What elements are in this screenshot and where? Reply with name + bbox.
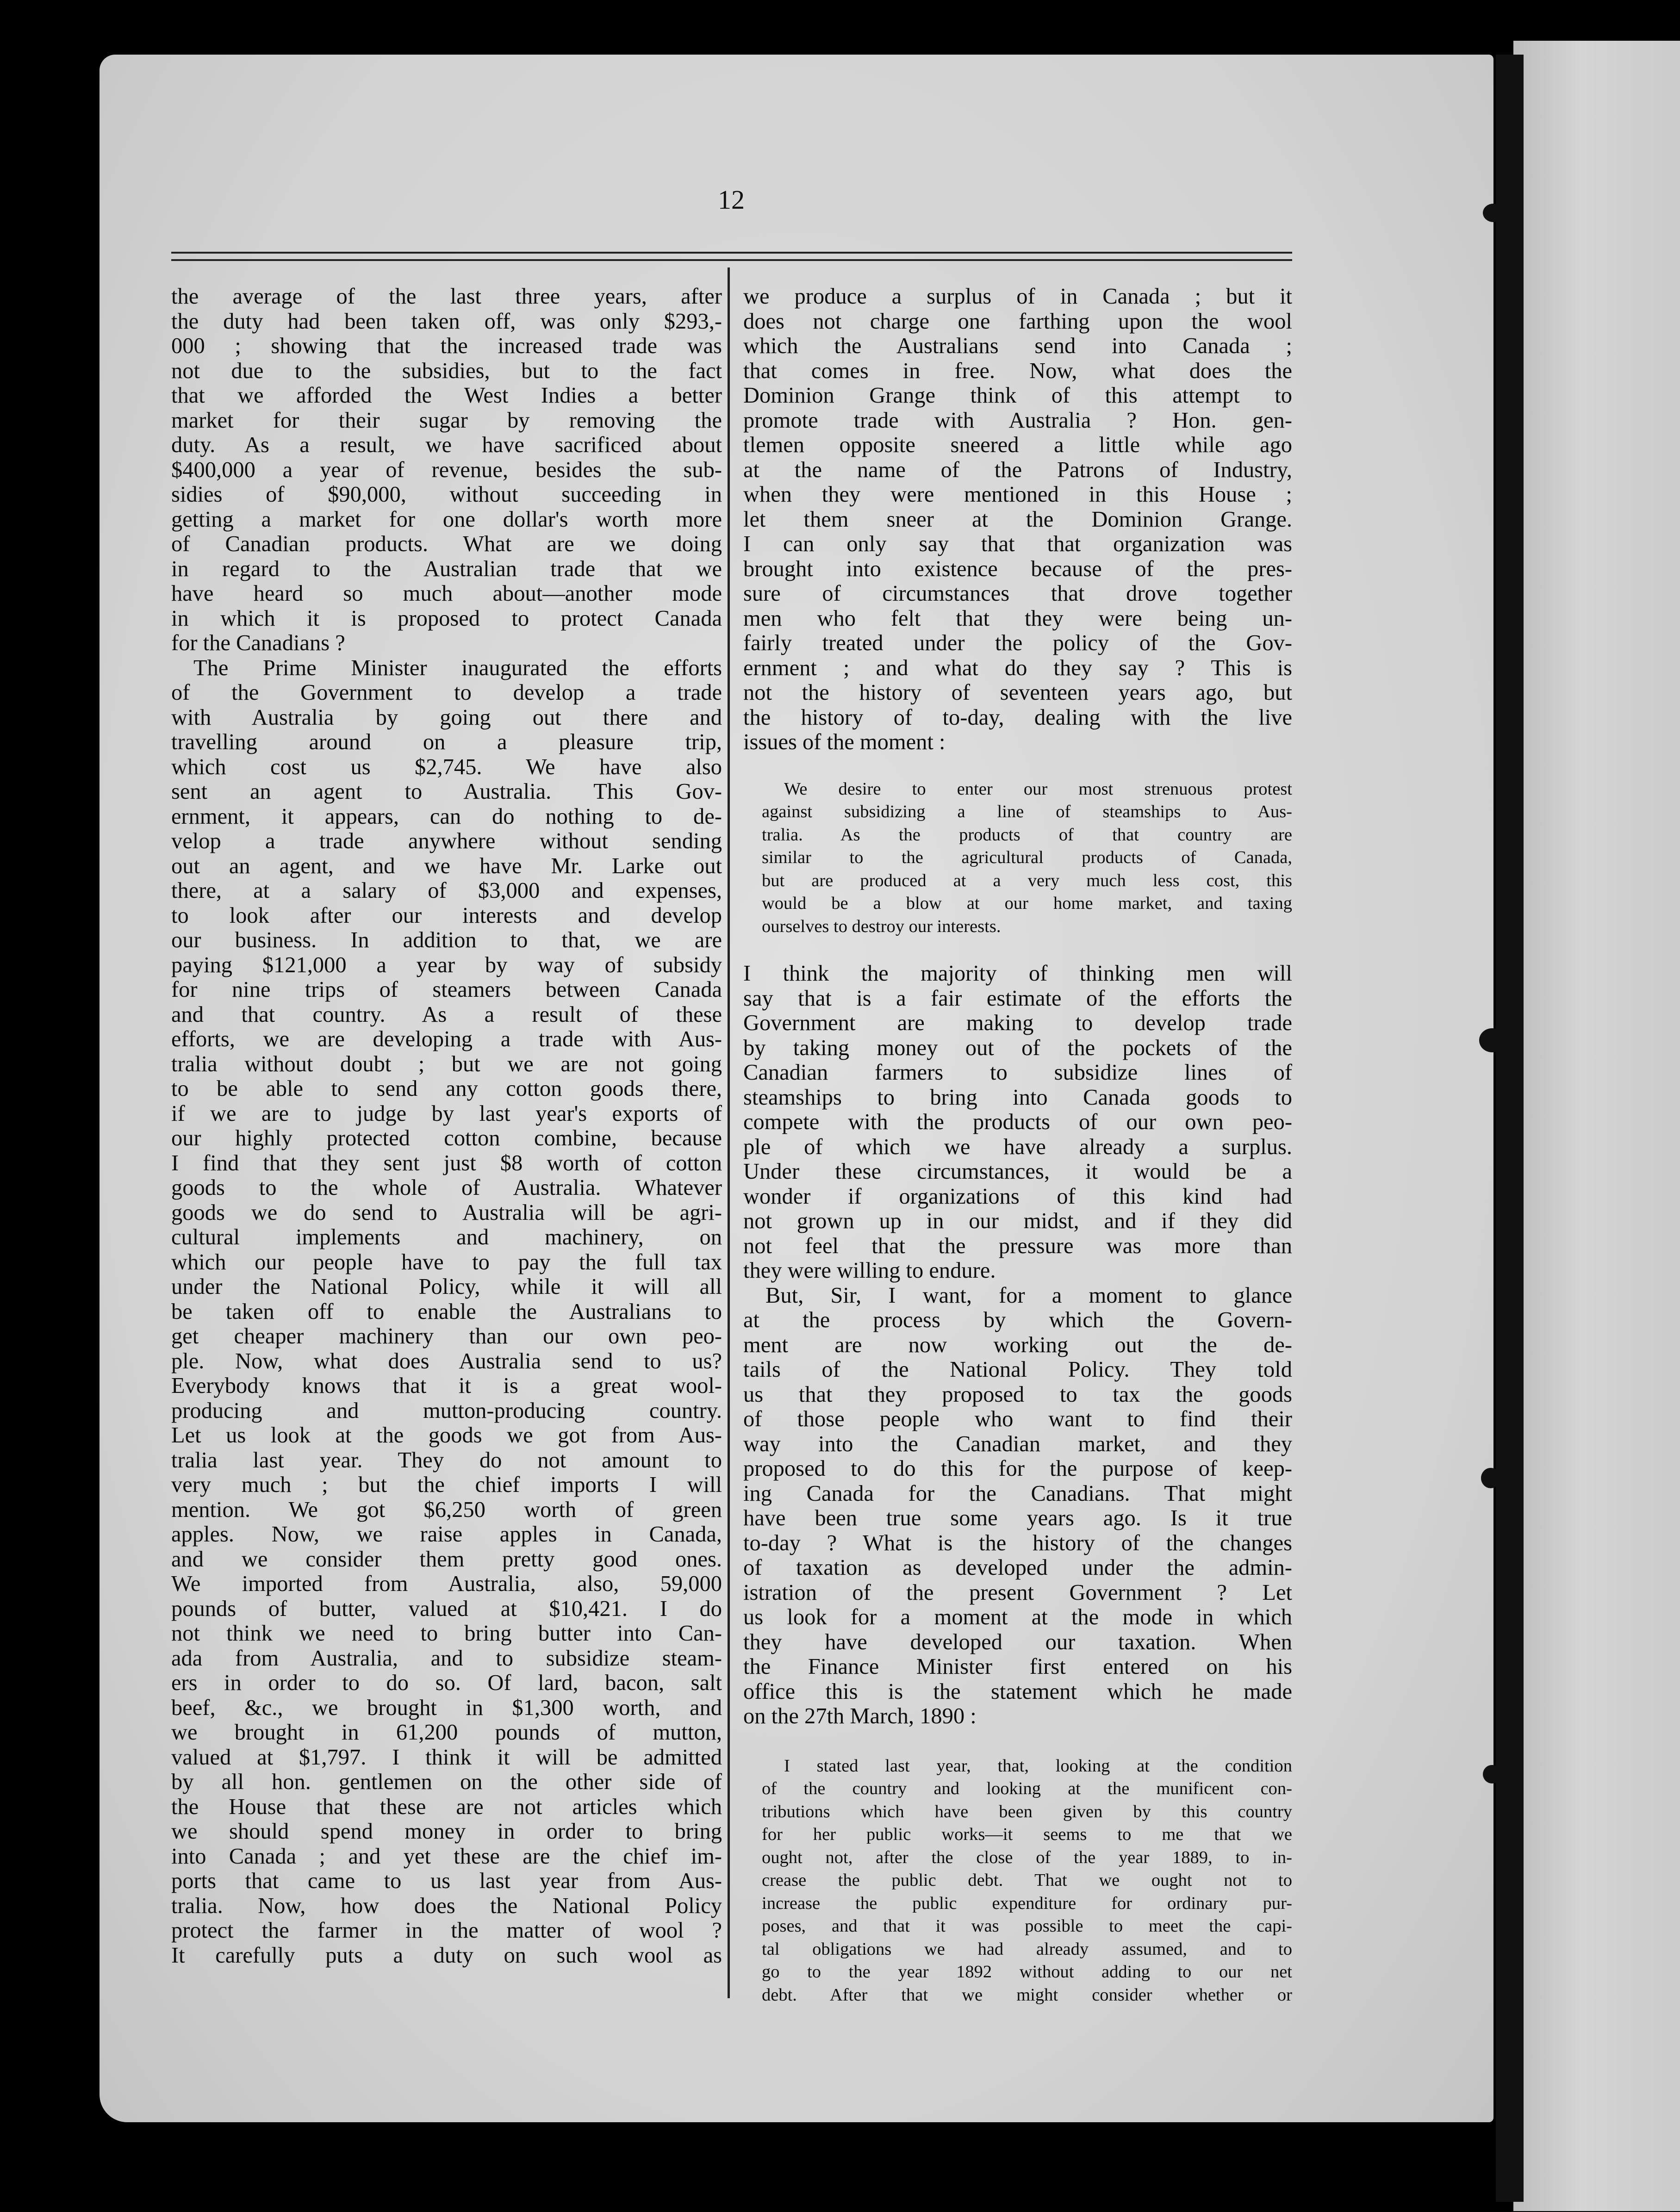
left-column-line: our business. In addition to that, we are xyxy=(171,928,722,952)
quote-line: against subsidizing a line of steamships to Aus- xyxy=(762,802,1292,821)
left-column-line: get cheaper machinery than our own peo- xyxy=(171,1324,722,1348)
quote-line: debt. After that we might consider whether or xyxy=(762,1985,1292,2005)
right-column-line: they were willing to endure. xyxy=(743,1258,996,1283)
quote-line: similar to the agricultural products of Canada, xyxy=(762,848,1292,867)
left-column-line: ple. Now, what does Australia send to us? xyxy=(171,1348,722,1373)
left-column-line: cultural implements and machinery, on xyxy=(171,1225,722,1249)
left-column-line: we should spend money in order to bring xyxy=(171,1819,722,1844)
left-column-line: by all hon. gentlemen on the other side of xyxy=(171,1770,722,1794)
right-column-line: the Finance Minister first entered on his xyxy=(743,1654,1292,1679)
right-column-line: ernment ; and what do they say ? This is xyxy=(743,655,1292,680)
right-column-line: wonder if organizations of this kind had xyxy=(743,1184,1292,1209)
right-column-line: when they were mentioned in this House ; xyxy=(743,482,1292,507)
right-column-line: sure of circumstances that drove together xyxy=(743,581,1292,606)
right-column-line: proposed to do this for the purpose of keep- xyxy=(743,1456,1292,1481)
right-column-text-b xyxy=(743,961,1292,1729)
right-column-line: ment are now working out the de- xyxy=(743,1332,1292,1357)
column-divider xyxy=(728,267,730,1998)
header-rule-top xyxy=(171,252,1292,254)
left-column-line: valued at $1,797. I think it will be admitted xyxy=(171,1745,722,1770)
left-column-line: Everybody knows that it is a great wool- xyxy=(171,1373,722,1398)
binding-tear-mark xyxy=(1481,1468,1500,1488)
right-column-line: to-day ? What is the history of the changes xyxy=(743,1530,1292,1555)
left-column-line: of Canadian products. What are we doing xyxy=(171,532,722,556)
quote-line: I stated last year, that, looking at the condition xyxy=(784,1756,1292,1776)
right-column-line: say that is a fair estimate of the efforts the xyxy=(743,986,1292,1011)
right-column-line: by taking money out of the pockets of the xyxy=(743,1035,1292,1060)
right-column-line: not feel that the pressure was more than xyxy=(743,1233,1292,1258)
left-column-line: to look after our interests and develop xyxy=(171,903,722,928)
right-column-line: compete with the products of our own peo- xyxy=(743,1110,1292,1134)
left-column-line: velop a trade anywhere without sending xyxy=(171,829,722,853)
left-column-line: have heard so much about—another mode xyxy=(171,581,722,606)
left-column-line: very much ; but the chief imports I will xyxy=(171,1473,722,1497)
left-column-line: ers in order to do so. Of lard, bacon, salt xyxy=(171,1671,722,1695)
left-column-line: which our people have to pay the full tax xyxy=(171,1249,722,1274)
right-column-line: tails of the National Policy. They told xyxy=(743,1357,1292,1382)
right-column-line: at the process by which the Govern- xyxy=(743,1308,1292,1332)
left-column-line: into Canada ; and yet these are the chief im- xyxy=(171,1844,722,1869)
left-column-line: goods to the whole of Australia. Whatever xyxy=(171,1175,722,1200)
right-column-line: brought into existence because of the pres- xyxy=(743,556,1292,581)
right-column-line: Government are making to develop trade xyxy=(743,1011,1292,1035)
quote-line: would be a blow at our home market, and taxing xyxy=(762,894,1292,913)
facing-page-edge xyxy=(1513,41,1680,2211)
left-column-line: the House that these are not articles which xyxy=(171,1794,722,1819)
left-column-line: We imported from Australia, also, 59,000 xyxy=(171,1572,722,1596)
right-column-line: men who felt that they were being un- xyxy=(743,606,1292,631)
header-rule-bottom xyxy=(171,259,1292,261)
quote-line: but are produced at a very much less cost, this xyxy=(762,870,1292,890)
left-column-line: to be able to send any cotton goods there, xyxy=(171,1076,722,1101)
right-column-line: way into the Canadian market, and they xyxy=(743,1431,1292,1456)
quote-line: poses, and that it was possible to meet the capi- xyxy=(762,1916,1292,1936)
left-column-line: the duty had been taken off, was only $293,- xyxy=(171,309,722,334)
quote-line: go to the year 1892 without adding to our net xyxy=(762,1962,1292,1982)
left-column-line: if we are to judge by last year's exports of xyxy=(171,1101,722,1126)
left-column-line: not due to the subsidies, but to the fact xyxy=(171,358,722,383)
binding-tear-mark xyxy=(1479,1028,1505,1052)
left-column-line: out an agent, and we have Mr. Larke out xyxy=(171,853,722,878)
right-column-line: at the name of the Patrons of Industry, xyxy=(743,457,1292,482)
right-column-line: the history of to-day, dealing with the live xyxy=(743,705,1292,730)
quote-line: ourselves to destroy our interests. xyxy=(762,916,1001,936)
right-column-line: fairly treated under the policy of the Gov- xyxy=(743,631,1292,655)
quote-line: increase the public expenditure for ordinary pur- xyxy=(762,1893,1292,1913)
left-column-line: beef, &c., we brought in $1,300 worth, and xyxy=(171,1695,722,1720)
right-column-line: ple of which we have already a surplus. xyxy=(743,1134,1292,1159)
quote-line: tributions which have been given by this country xyxy=(762,1802,1292,1821)
left-column-line: the average of the last three years, after xyxy=(171,284,722,309)
left-column-line: duty. As a result, we have sacrificed about xyxy=(171,433,722,457)
right-column-line: steamships to bring into Canada goods to xyxy=(743,1085,1292,1110)
quote-line: tal obligations we had already assumed, and to xyxy=(762,1939,1292,1959)
left-column-line: market for their sugar by removing the xyxy=(171,408,722,433)
right-column-line: Canadian farmers to subsidize lines of xyxy=(743,1060,1292,1085)
left-column-line: Let us look at the goods we got from Aus- xyxy=(171,1423,722,1448)
left-column-line: we brought in 61,200 pounds of mutton, xyxy=(171,1720,722,1745)
left-column-line: in regard to the Australian trade that we xyxy=(171,556,722,581)
right-column-line: office this is the statement which he made xyxy=(743,1679,1292,1704)
block-quote-grange xyxy=(762,778,1292,938)
right-column-line: that comes in free. Now, what does the xyxy=(743,358,1292,383)
left-column-line: tralia without doubt ; but we are not going xyxy=(171,1051,722,1076)
left-column-line: and that country. As a result of these xyxy=(171,1002,722,1027)
right-column-line: promote trade with Australia ? Hon. gen- xyxy=(743,408,1292,433)
right-column-line: Under these circumstances, it would be a xyxy=(743,1159,1292,1184)
block-quote-finance-minister xyxy=(762,1755,1292,2007)
right-column-line: not grown up in our midst, and if they did xyxy=(743,1209,1292,1233)
left-column-line: producing and mutton-producing country. xyxy=(171,1398,722,1423)
book-binding xyxy=(1496,55,1524,2202)
left-column-line: paying $121,000 a year by way of subsidy xyxy=(171,952,722,977)
left-column-line: be taken off to enable the Australians to xyxy=(171,1299,722,1324)
right-column-line: Dominion Grange think of this attempt to xyxy=(743,383,1292,408)
left-column-line: efforts, we are developing a trade with Aus- xyxy=(171,1027,722,1051)
left-column-line: sidies of $90,000, without succeeding in xyxy=(171,482,722,507)
left-column-line: not think we need to bring butter into Can- xyxy=(171,1621,722,1646)
right-column-line: tlemen opposite sneered a little while ago xyxy=(743,433,1292,457)
right-column-line: which the Australians send into Canada ; xyxy=(743,334,1292,358)
right-column-line: issues of the moment : xyxy=(743,730,946,754)
right-column-line: of taxation as developed under the admin- xyxy=(743,1555,1292,1580)
right-column-line: But, Sir, I want, for a moment to glance xyxy=(765,1283,1292,1308)
left-column-line: sent an agent to Australia. This Gov- xyxy=(171,779,722,804)
quote-line: ought not, after the close of the year 1889, to in- xyxy=(762,1847,1292,1867)
left-column-line: with Australia by going out there and xyxy=(171,705,722,730)
right-column-line: us look for a moment at the mode in which xyxy=(743,1605,1292,1629)
right-column-line: they have developed our taxation. When xyxy=(743,1629,1292,1654)
right-column-line: I think the majority of thinking men will xyxy=(743,961,1292,986)
left-column-line: travelling around on a pleasure trip, xyxy=(171,730,722,754)
left-column-line: I find that they sent just $8 worth of cotton xyxy=(171,1150,722,1175)
quote-line: crease the public debt. That we ought not to xyxy=(762,1870,1292,1890)
quote-line: for her public works—it seems to me that we xyxy=(762,1825,1292,1844)
left-column-line: that we afforded the West Indies a better xyxy=(171,383,722,408)
left-column-line: which cost us $2,745. We have also xyxy=(171,754,722,779)
left-column-line: in which it is proposed to protect Canada xyxy=(171,606,722,631)
left-column-line: pounds of butter, valued at $10,421. I do xyxy=(171,1596,722,1621)
left-column-line: ernment, it appears, can do nothing to de- xyxy=(171,804,722,829)
right-column-line: of those people who want to find their xyxy=(743,1407,1292,1431)
left-column-line: ports that came to us last year from Aus- xyxy=(171,1869,722,1893)
left-column xyxy=(171,284,722,1968)
left-column-line: goods we do send to Australia will be agri- xyxy=(171,1200,722,1225)
page-number: 12 xyxy=(718,185,745,215)
right-column-line: not the history of seventeen years ago, but xyxy=(743,680,1292,705)
left-column-line: It carefully puts a duty on such wool as xyxy=(171,1943,722,1968)
right-column-text-a xyxy=(743,284,1292,755)
binding-tear-mark xyxy=(1483,204,1504,222)
left-column-line: The Prime Minister inaugurated the efforts xyxy=(193,655,722,680)
right-column-line: us that they proposed to tax the goods xyxy=(743,1382,1292,1407)
left-column-line: of the Government to develop a trade xyxy=(171,680,722,705)
left-column-line: under the National Policy, while it will all xyxy=(171,1274,722,1299)
left-column-line: ada from Australia, and to subsidize steam- xyxy=(171,1646,722,1671)
quote-line: of the country and looking at the munificent con- xyxy=(762,1779,1292,1798)
binding-tear-mark xyxy=(1483,1765,1501,1783)
right-column-line: ing Canada for the Canadians. That might xyxy=(743,1481,1292,1506)
right-column xyxy=(743,284,1292,2007)
left-column-line: 000 ; showing that the increased trade was xyxy=(171,334,722,358)
right-column-line: does not charge one farthing upon the wool xyxy=(743,309,1292,334)
right-column-line: have been true some years ago. Is it true xyxy=(743,1506,1292,1530)
left-column-line: and we consider them pretty good ones. xyxy=(171,1547,722,1572)
left-column-line: mention. We got $6,250 worth of green xyxy=(171,1497,722,1522)
left-column-line: for the Canadians ? xyxy=(171,631,345,655)
right-column-line: I can only say that that organization was xyxy=(743,532,1292,556)
left-column-line: apples. Now, we raise apples in Canada, xyxy=(171,1522,722,1547)
right-column-line: on the 27th March, 1890 : xyxy=(743,1704,977,1728)
right-column-line: we produce a surplus of in Canada ; but it xyxy=(743,284,1292,309)
quote-line: We desire to enter our most strenuous protest xyxy=(784,779,1292,799)
left-column-line: our highly protected cotton combine, because xyxy=(171,1126,722,1150)
left-column-line: getting a market for one dollar's worth more xyxy=(171,507,722,532)
right-column-line: istration of the present Government ? Let xyxy=(743,1580,1292,1605)
right-column-line: let them sneer at the Dominion Grange. xyxy=(743,507,1292,532)
left-column-line: tralia last year. They do not amount to xyxy=(171,1448,722,1473)
left-column-line: for nine trips of steamers between Canada xyxy=(171,977,722,1002)
quote-line: tralia. As the products of that country are xyxy=(762,825,1292,845)
left-column-line: $400,000 a year of revenue, besides the sub- xyxy=(171,457,722,482)
left-column-line: protect the farmer in the matter of wool ? xyxy=(171,1918,722,1943)
left-column-line: tralia. Now, how does the National Policy xyxy=(171,1893,722,1918)
left-column-line: there, at a salary of $3,000 and expenses, xyxy=(171,878,722,903)
